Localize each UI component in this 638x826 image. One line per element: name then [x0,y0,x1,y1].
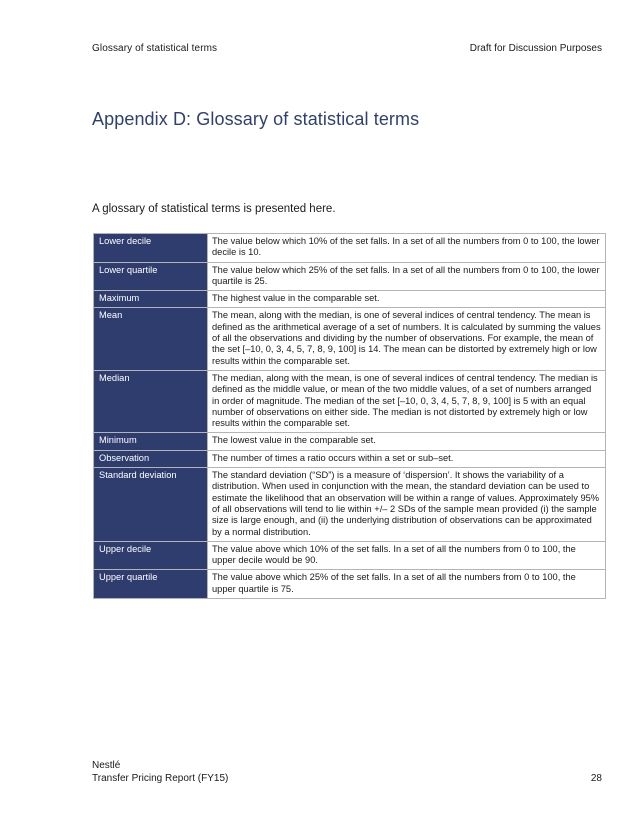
running-header-draft-notice: Draft for Discussion Purposes [469,43,602,54]
definition-cell: The number of times a ratio occurs within a set or sub–set. [208,450,606,467]
table-row [94,450,606,467]
table-row [94,234,606,263]
table-row [94,291,606,308]
glossary-table [93,233,606,599]
page-number: 28 [590,773,602,784]
table-row [94,370,606,432]
definition-cell: The value above which 10% of the set falls. In a set of all the numbers from 0 to 100, the upper decile would be 90. [208,541,606,570]
term-cell: Observation [94,450,208,467]
running-header-title: Glossary of statistical terms [92,43,218,54]
table-row [94,570,606,599]
definition-cell: The mean, along with the median, is one of several indices of central tendency. The mean is defined as the arithmetical average of a set of numbers. It is calculated by summing the values of all the observations and dividing by the number of observations. For example, the mean of the set [–10, 0, 3, 4, 5, 7, 8, 9, 100] is 14. The mean can be distorted by extremely high or low results within the comparable set. [208,308,606,370]
term-cell: Minimum [94,433,208,450]
table-row [94,308,606,370]
table-row [94,541,606,570]
definition-cell: The highest value in the comparable set. [208,291,606,308]
term-cell: Maximum [94,291,208,308]
definition-cell: The median, along with the mean, is one of several indices of central tendency. The median is defined as the middle value, or mean of the two middle values, of a set of numbers arranged in order of magnitude. The median of the set [–10, 0, 3, 4, 5, 7, 8, 9, 100] is 5 with an equal number of observations on either side. The median is not distorted by extremely high or low results within the comparable set. [208,370,606,432]
definition-cell: The value below which 25% of the set falls. In a set of all the numbers from 0 to 100, the lower quartile is 25. [208,262,606,291]
definition-cell: The lowest value in the comparable set. [208,433,606,450]
term-cell: Lower quartile [94,262,208,291]
term-cell: Median [94,370,208,432]
table-row [94,262,606,291]
definition-cell: The value above which 25% of the set falls. In a set of all the numbers from 0 to 100, the upper quartile is 75. [208,570,606,599]
definition-cell: The standard deviation (“SD”) is a measure of ‘dispersion’. It shows the variability of a distribution. When used in conjunction with the mean, the standard deviation can be used to estimate the likelihood that an observation will be within a range of values. Approximately 95% of all observations will tend to lie within +/– 2 SDs of the sample mean provided (i) the sample size is large enough, and (ii) the underlying distribution of observations can be approximated by a normal distribution. [208,468,606,542]
table-row [94,468,606,542]
footer-company: Nestlé [92,760,121,771]
term-cell: Mean [94,308,208,370]
term-cell: Upper decile [94,541,208,570]
term-cell: Upper quartile [94,570,208,599]
term-cell: Lower decile [94,234,208,263]
intro-paragraph: A glossary of statistical terms is presented here. [92,203,336,215]
table-row [94,433,606,450]
page-title: Appendix D: Glossary of statistical terms [92,109,420,129]
definition-cell: The value below which 10% of the set falls. In a set of all the numbers from 0 to 100, the lower decile is 10. [208,234,606,263]
footer-report-title: Transfer Pricing Report (FY15) [92,773,229,784]
term-cell: Standard deviation [94,468,208,542]
